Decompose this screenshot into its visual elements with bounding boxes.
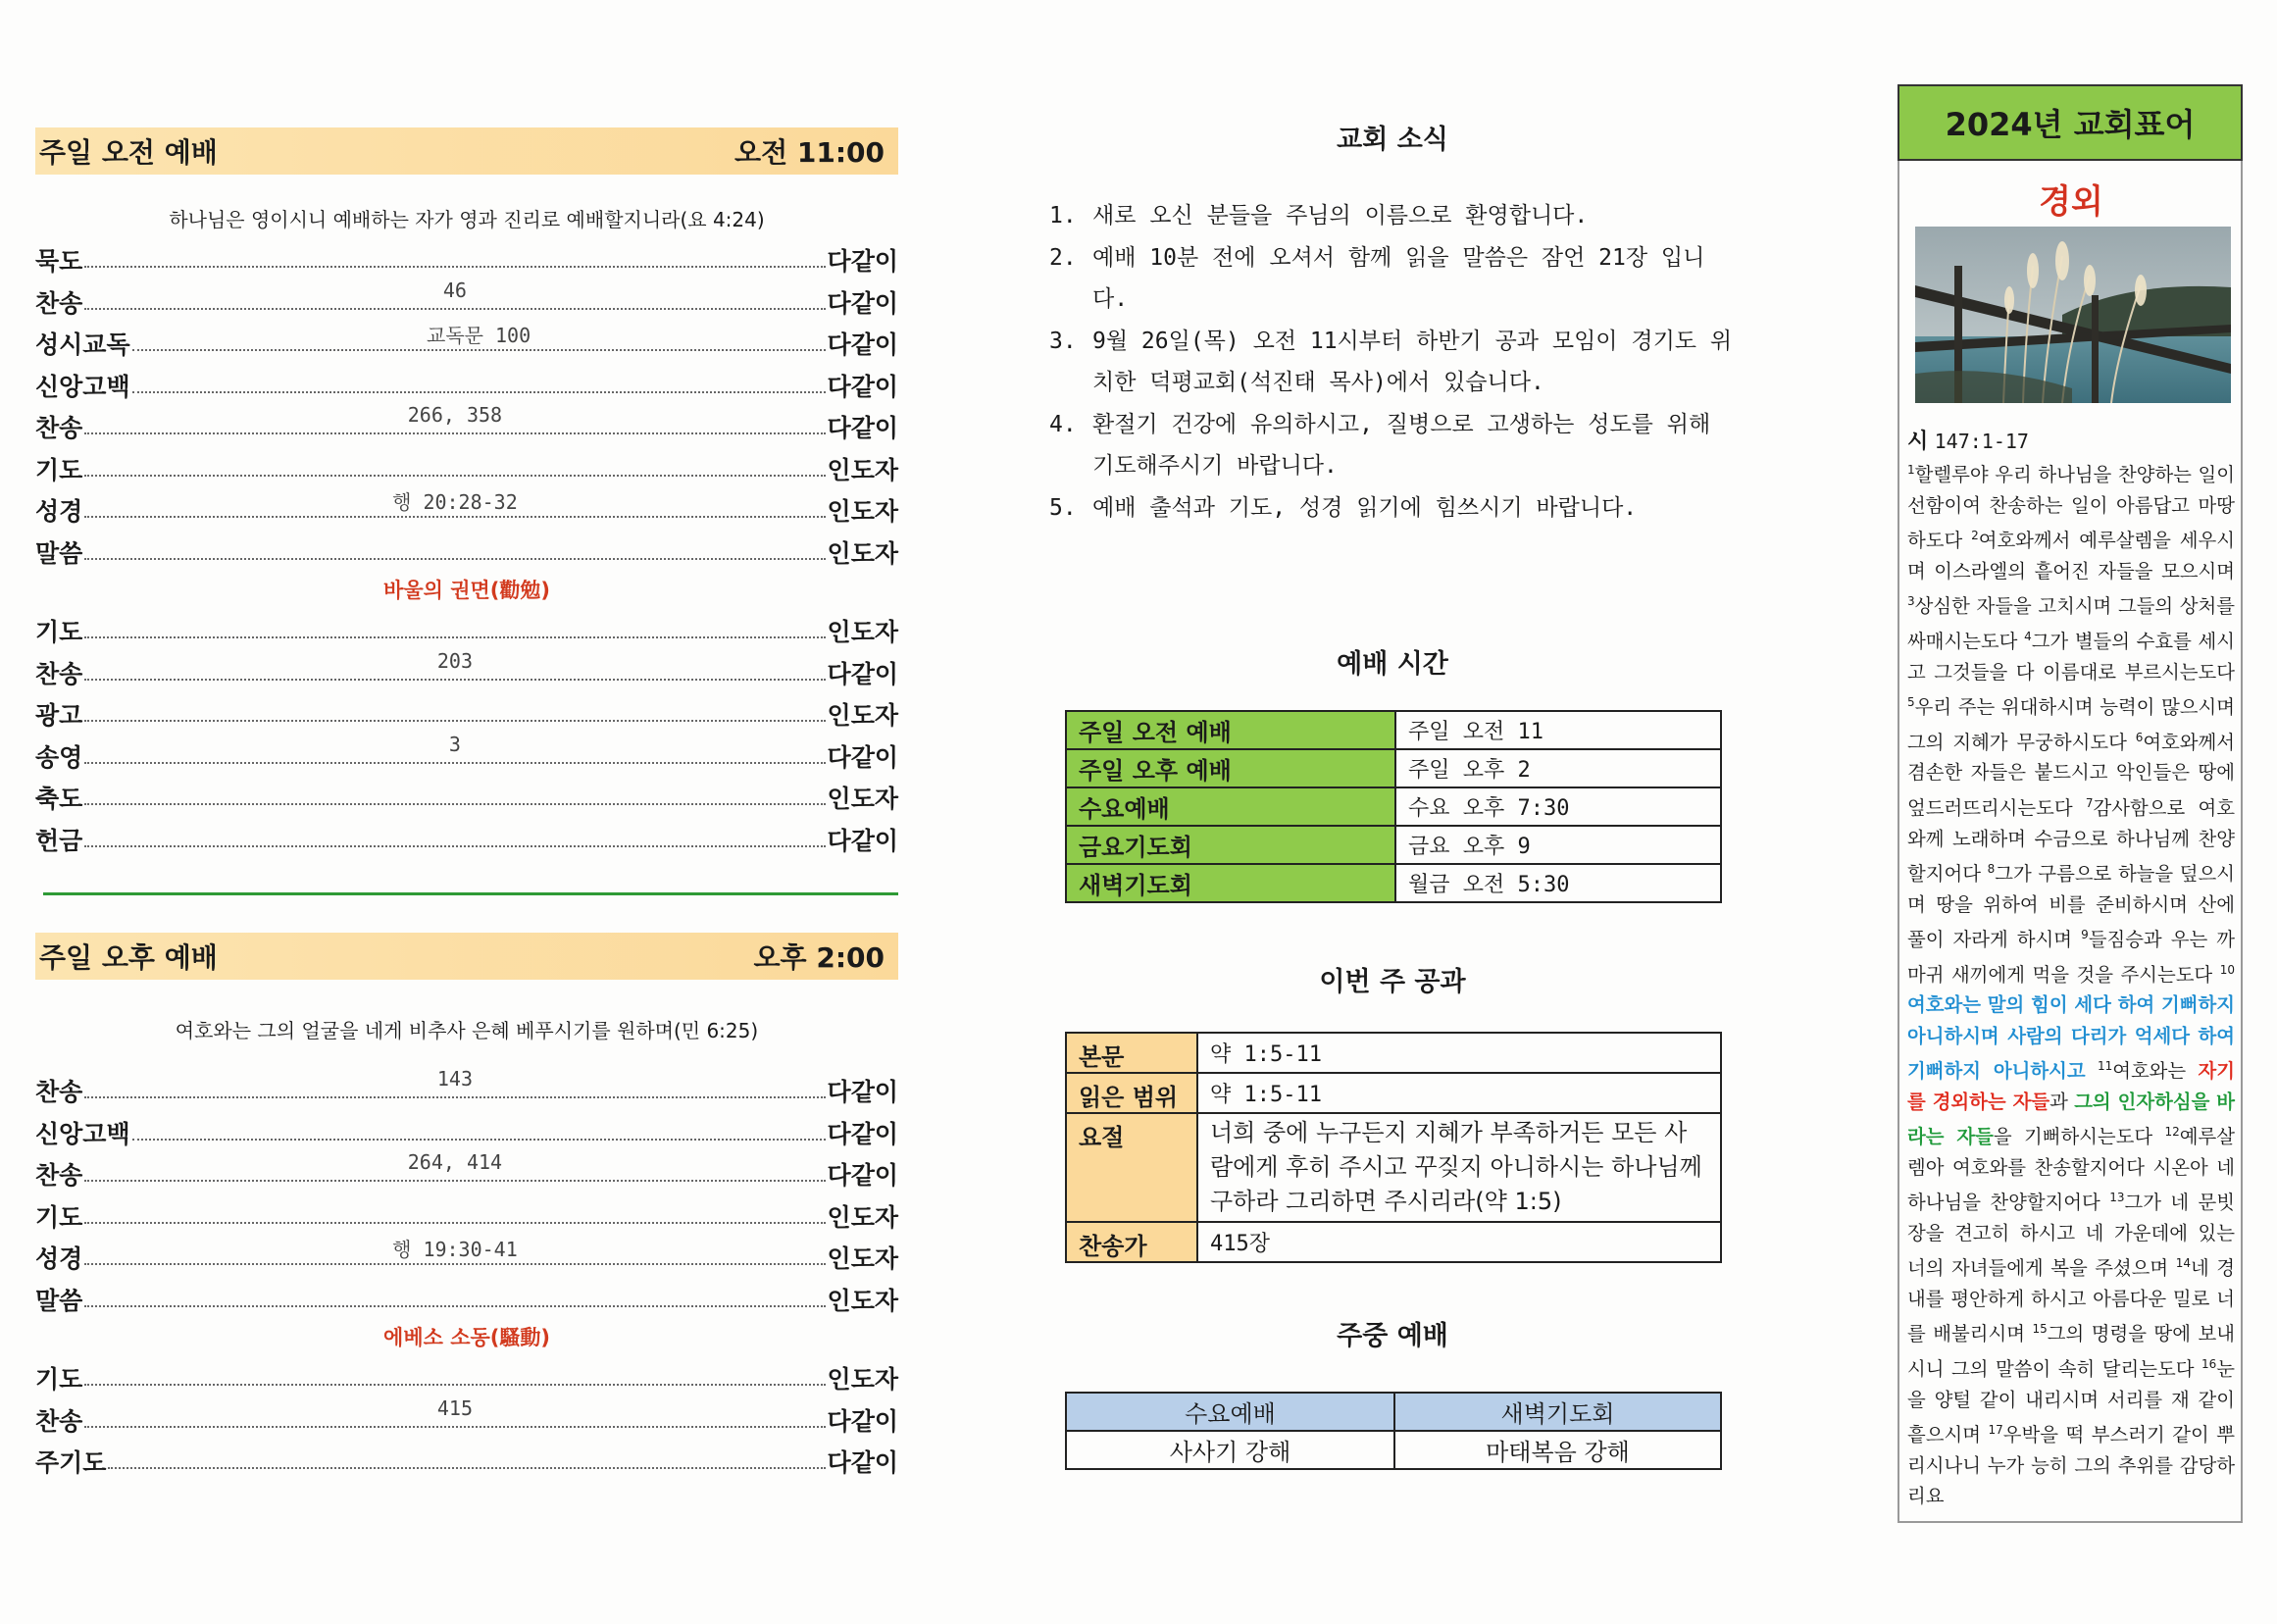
afternoon-service-time: 오후 2:00 [753,941,885,974]
verse-text: 상심한 자들을 고치시며 그들의 상처를 싸매시는도다 [1907,594,2235,653]
verse-text: 그의 명령을 땅에 보내시니 그의 말씀이 속히 달리는도다 [1907,1322,2235,1381]
order-item-detail: 행 20:28-32 [388,490,522,514]
order-item-leader: 인도자 [827,1365,898,1394]
news-item-number: 1. [1049,203,1077,228]
dot-leader [84,1396,825,1428]
order-item-name: 신앙고백 [35,1119,130,1148]
dot-leader [84,490,825,518]
morning-service-title: 주일 오전 예배 [39,136,218,169]
dot-leader [132,1131,826,1141]
dot-leader [84,795,825,805]
church-info-column [1049,118,1736,1470]
verse-text: 우리 주는 위대하시며 능력이 많으시며 그의 지혜가 무궁하시도다 [1907,695,2235,754]
news-item [1049,237,1736,321]
order-item-name: 말씀 [35,1286,83,1315]
news-item-number: 2. [1049,244,1077,271]
lesson-value-cell: 약 1:5-11 [1197,1033,1721,1073]
verse-text: 여호와는 [2112,1059,2199,1083]
table-row [1066,864,1721,902]
table-row [1066,1222,1721,1262]
order-item-leader: 인도자 [827,1286,898,1315]
service-times-table [1065,710,1722,903]
order-item [35,1396,898,1445]
dot-leader [84,1067,825,1098]
order-item-leader: 다같이 [827,1078,898,1106]
morning-service-header [35,127,898,175]
highlighted-verse-text: 자기를 경외하는 자들 [1907,1059,2235,1113]
lesson-table [1065,1032,1722,1263]
order-item-name: 찬송 [35,1406,83,1436]
motto-title: 2024년 교회표어 [1898,84,2243,161]
order-item-detail: 행 19:30-41 [388,1238,522,1261]
order-item-leader: 인도자 [827,701,898,730]
order-item-name: 헌금 [35,826,83,855]
morning-service-time: 오전 11:00 [734,136,885,169]
dot-leader [84,629,825,638]
order-item [35,1240,898,1282]
order-item-name: 기도 [35,455,83,484]
order-item-leader: 다같이 [827,826,898,855]
afternoon-order-list [35,1067,898,1323]
order-item-name: 찬송 [35,414,83,442]
order-item-detail: 266, 358 [404,403,506,427]
morning-order-list-after [35,613,898,863]
afternoon-order-list-after [35,1360,898,1486]
table-row [1066,1073,1721,1113]
table-row [1066,711,1721,749]
order-item-name: 축도 [35,785,83,813]
order-item [35,648,898,697]
verse-text: 우박을 떡 부스러기 같이 뿌리시나니 누가 능히 그의 추위를 감당하리요 [1907,1423,2236,1508]
order-item-leader: 다같이 [827,330,898,359]
order-item [35,1444,898,1486]
news-list [1049,195,1736,529]
news-item-number: 4. [1049,411,1077,437]
highlighted-verse-text: 여호와는 말의 힘이 세다 하여 기뻐하지 아니하시며 사람의 다리가 억세다 하여 기뻐하지 아니하시고 [1907,993,2235,1083]
order-item [35,492,898,534]
dot-leader [84,258,825,268]
order-item-detail: 203 [433,649,477,673]
order-item-detail: 264, 414 [404,1150,506,1174]
afternoon-service-header [35,933,898,980]
service-name-cell: 주일 오전 예배 [1066,711,1395,749]
order-item-detail: 143 [433,1067,477,1091]
order-item-detail-wrap [84,1234,825,1262]
highlighted-verse-text: 그의 인자하심을 바라는 자들 [1907,1090,2235,1148]
order-item-name: 광고 [35,701,83,730]
table-row [1066,749,1721,787]
order-item-name: 찬송 [35,1078,83,1106]
news-item [1049,195,1736,237]
order-item-leader: 인도자 [827,455,898,484]
verse-text: 과 [2049,1090,2075,1113]
order-item-detail-wrap [84,279,825,302]
order-item-detail-wrap [84,486,825,515]
motto-word: 경외 [2039,182,2103,222]
dot-leader [84,403,825,434]
news-item-text: 환절기 건강에 유의하시고, 질병으로 고생하는 성도를 위해 기도해주시기 바랍니다. [1092,411,1711,479]
lesson-label-cell: 요절 [1066,1113,1197,1222]
order-item-leader: 인도자 [827,497,898,526]
order-item-name: 신앙고백 [35,372,130,401]
news-item-number: 5. [1049,494,1077,521]
order-item-detail-wrap [132,320,826,348]
dot-leader [84,712,825,722]
news-item [1049,487,1736,530]
service-name-cell: 수요예배 [1066,787,1395,826]
morning-order-list [35,242,898,576]
order-item [35,822,898,864]
verse-text: 감사함으로 여호와께 노래하며 수금으로 하나님께 찬양할지어다 [1907,796,2235,886]
service-time-cell: 월금 오전 5:30 [1395,864,1721,902]
order-item-leader: 다같이 [827,659,898,688]
weekday-header-cell: 수요예배 [1066,1393,1394,1431]
order-item-name: 찬송 [35,1161,83,1190]
dot-leader [132,383,826,393]
lesson-label-cell: 찬송가 [1066,1222,1197,1262]
dot-leader [84,550,825,560]
reed-landscape-photo [1915,227,2231,403]
service-time-cell: 주일 오후 2 [1395,749,1721,787]
verse-text: 할렐루야 우리 하나님을 찬양하는 일이 선함이여 찬송하는 일이 아름답고 마땅하도다 [1907,463,2235,552]
order-item-leader: 다같이 [827,1406,898,1436]
verse-text: 여호와께서 예루살렘을 세우시며 이스라엘의 흩어진 자들을 모으시며 [1907,529,2235,583]
lesson-value-cell: 약 1:5-11 [1197,1073,1721,1113]
order-item-name: 성경 [35,1244,83,1273]
weekday-value-cell: 사사기 강해 [1066,1431,1394,1469]
service-name-cell: 금요기도회 [1066,826,1395,864]
order-item-leader: 다같이 [827,414,898,442]
order-item-detail-wrap [84,733,825,756]
order-item-name: 주기도 [35,1448,107,1477]
dot-leader [84,648,825,681]
news-item-number: 3. [1049,328,1077,354]
order-item-name: 말씀 [35,538,83,568]
dot-leader [84,1214,825,1224]
dot-leader [84,1150,825,1182]
table-row [1066,1033,1721,1073]
order-item-detail: 415 [433,1396,477,1420]
weekday-service-table [1065,1392,1722,1470]
weekday-header-cell: 새벽기도회 [1394,1393,1721,1431]
order-item-detail: 3 [445,733,465,756]
dot-leader [84,1376,825,1386]
table-row [1066,1113,1721,1222]
verse-text: 네 경내를 평안하게 하시고 아름다운 밀로 너를 배불리시며 [1907,1256,2235,1345]
order-item [35,403,898,451]
dot-leader [84,732,825,764]
order-item-leader: 인도자 [827,785,898,813]
order-item-detail-wrap [84,1067,825,1091]
dot-leader [84,1238,825,1265]
dot-leader [84,1297,825,1307]
service-name-cell: 새벽기도회 [1066,864,1395,902]
weekday-service-title: 주중 예배 [1337,1321,1448,1351]
afternoon-call-verse: 여호와는 그의 얼굴을 네게 비추사 은혜 베푸시기를 원하며(민 6:25) [175,1019,759,1042]
news-title: 교회 소식 [1337,125,1448,155]
order-item-leader: 다같이 [827,372,898,401]
order-item-name: 기도 [35,618,83,646]
table-row [1066,787,1721,826]
order-item-leader: 다같이 [827,1161,898,1190]
order-item-detail: 교독문 100 [423,324,534,347]
scripture-reference [1907,425,2235,455]
news-item-text: 예배 출석과 기도, 성경 읽기에 힘쓰시기 바랍니다. [1092,494,1638,521]
order-item-detail-wrap [84,403,825,427]
order-item [35,732,898,781]
church-motto-column [1898,84,2243,1523]
weekday-value-cell: 마태복음 강해 [1394,1431,1721,1469]
section-divider [43,892,898,895]
service-times-title: 예배 시간 [1337,649,1448,680]
order-item [35,326,898,368]
verse-text: 그가 네 문빗장을 견고히 하시고 네 가운데에 있는 너의 자녀들에게 복을 주셨으며 [1907,1191,2235,1280]
order-item-leader: 인도자 [827,1244,898,1273]
order-item-detail-wrap [84,649,825,673]
morning-sermon-title: 바울의 권면(勸勉) [383,579,550,602]
news-item-text: 새로 오신 분들을 주님의 이름으로 환영합니다. [1092,203,1589,228]
scripture-verses: 147:1-17 [1934,430,2029,453]
verse-text: 눈을 양털 같이 내리시며 서리를 재 같이 흩으시며 [1907,1357,2235,1446]
order-item-name: 찬송 [35,288,83,318]
order-item-detail: 46 [439,279,471,302]
dot-leader [84,467,825,477]
order-item-leader: 다같이 [827,288,898,318]
order-item-name: 성시교독 [35,330,130,359]
afternoon-sermon-title: 에베소 소동(騷動) [383,1326,550,1349]
service-time-cell: 금요 오후 9 [1395,826,1721,864]
order-item-leader: 다같이 [827,247,898,276]
order-item-leader: 인도자 [827,1202,898,1232]
service-time-cell: 수요 오후 7:30 [1395,787,1721,826]
order-item [35,1282,898,1324]
order-item-leader: 다같이 [827,1119,898,1148]
verse-text: 들짐승과 우는 까마귀 새끼에게 먹을 것을 주시는도다 [1907,928,2236,987]
morning-call-verse: 하나님은 영이시니 예배하는 자가 영과 진리로 예배할지니라(요 4:24) [169,208,765,231]
news-item [1049,404,1736,487]
order-item [35,780,898,822]
table-row [1066,1393,1721,1431]
dot-leader [84,837,825,847]
order-item-name: 찬송 [35,659,83,688]
order-item-name: 송영 [35,742,83,772]
verse-text: 그가 구름으로 하늘을 덮으시며 땅을 위하여 비를 준비하시며 산에 풀이 자라게 하시며 [1907,862,2235,951]
dot-leader [84,278,825,310]
order-item-name: 성경 [35,497,83,526]
dot-leader [108,1459,825,1469]
verse-text: 그가 별들의 수효를 세시고 그것들을 다 이름대로 부르시는도다 [1907,630,2235,684]
scripture-book: 시 [1907,430,1929,454]
verse-text: 을 기뻐하시는도다 [1993,1125,2165,1148]
table-row [1066,1431,1721,1469]
order-item-leader: 다같이 [827,742,898,772]
worship-order-column [35,127,898,1486]
verse-text: 여호와께서 겸손한 자들은 붙드시고 악인들은 땅에 엎드러뜨리시는도다 [1907,731,2235,820]
news-item-text: 9월 26일(목) 오전 11시부터 하반기 공과 모임이 경기도 위치한 덕평교회(석진태 목사)에서 있습니다. [1092,328,1733,395]
memory-verse-cell: 너희 중에 누구든지 지혜가 부족하거든 모든 사람에게 후히 주시고 꾸짖지 아니하시는 하나님께 구하라 그리하면 주시리라(약 1:5) [1197,1113,1721,1222]
lesson-label-cell: 본문 [1066,1033,1197,1073]
order-item-detail-wrap [84,1150,825,1174]
order-item-name: 기도 [35,1365,83,1394]
order-item [35,534,898,577]
dot-leader [132,324,826,351]
order-item-leader: 인도자 [827,618,898,646]
order-item [35,1150,898,1198]
afternoon-service-title: 주일 오후 예배 [39,941,218,974]
order-item-leader: 인도자 [827,538,898,568]
order-item-leader: 다같이 [827,1448,898,1477]
lesson-value-cell: 415장 [1197,1222,1721,1262]
order-item [35,1067,898,1115]
service-name-cell: 주일 오후 예배 [1066,749,1395,787]
order-item-name: 묵도 [35,247,83,276]
motto-panel [1898,161,2243,1523]
news-item [1049,321,1736,404]
verse-text: 예루살렘아 여호와를 찬송할지어다 시온아 네 하나님을 찬양할지어다 [1907,1125,2235,1214]
order-item-name: 기도 [35,1202,83,1232]
lesson-title: 이번 주 공과 [1319,967,1466,997]
service-time-cell: 주일 오전 11 [1395,711,1721,749]
news-item-text: 예배 10분 전에 오셔서 함께 읽을 말씀은 잠언 21장 입니다. [1092,244,1705,312]
table-row [1066,826,1721,864]
scripture-text: $^1$할렐루야 우리 하나님을 찬양하는 일이 선함이여 찬송하는 일이 아름답고 마땅하도다 $^2$여호와께서 예루살렘을 세우시며 이스라엘의 흩어진 자들을 모으시며 $^3$상심한 자들을 고치시며 그들의 상처를 싸매시는도다 $^4$그가 별들의 수효를 세시고 그것들을 다 이름대로 부르시는도다 $^5$우리 주는 위대하시며 능력이 많으시며 그의 지혜가 무궁하시도다 $^6$여호와께서 겸손한 자들은 붙드시고 악인들은 땅에 엎드러뜨리시는도다 $^7$감사함으로 여호와께 노래하며 수금으로 하나님께 찬양할지어다 $^8$그가 구름으로 하늘을 덮으시며 땅을 위하여 비를 준비하시며 산에 풀이 자라게 하시며 $^9$들짐승과 우는 까마귀 새끼에게 먹을 것을 주시는도다 $^{10}$여호와는 말의 힘이 세다 하여 기뻐하지 아니하시며 사람의 다리가 억세다 하여 기뻐하지 아니하시고 $^{11}$여호와는 자기를 경외하는 자들과 그의 인자하심을 바라는 자들을 기뻐하시는도다 $^{12}$예루살렘아 여호와를 찬송할지어다 시온아 네 하나님을 찬양할지어다 $^{13}$그가 네 문빗장을 견고히 하시고 네 가운데에 있는 너의 자녀들에게 복을 주셨으며 $^{14}$네 경내를 평안하게 하시고 아름다운 밀로 너를 배불리시며 $^{15}$그의 명령을 땅에 보내시니 그의 말씀이 속히 달리는도다 $^{16}$눈을 양털 같이 내리시며 서리를 재 같이 흩으시며 $^{17}$우박을 떡 부스러기 같이 뿌리시나니 누가 능히 그의 추위를 감당하리요 [1907,463,2236,1508]
order-item-detail-wrap [84,1396,825,1420]
lesson-label-cell: 읽은 범위 [1066,1073,1197,1113]
